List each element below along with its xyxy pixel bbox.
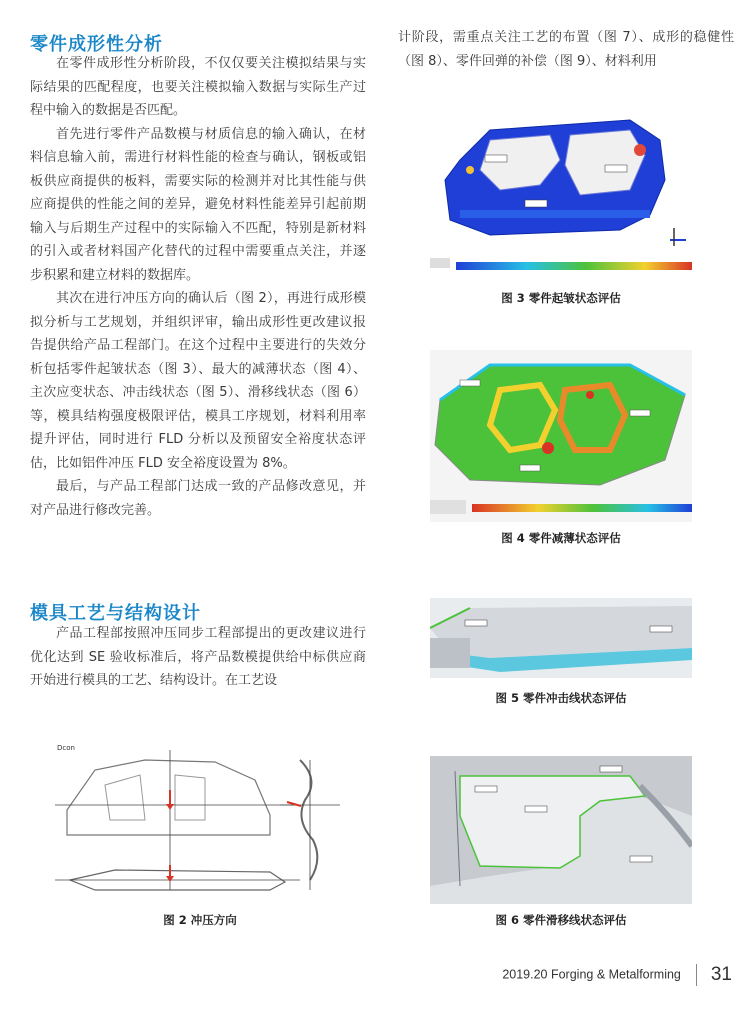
paragraph-right: 计阶段，需重点关注工艺的布置（图 7）、成形的稳健性（图 8）、零件回弹的补偿（图 9）、材料利用 [398, 30, 734, 69]
figure-3-image [430, 100, 692, 280]
footer-divider [696, 964, 697, 986]
paragraph-4: 最后，与产品工程部门达成一致的产品修改意见，并对产品进行修改完善。 [30, 479, 366, 518]
figure-6-image [430, 756, 692, 904]
page-footer [502, 964, 732, 986]
figure-2-image [55, 740, 345, 900]
section-heading-forming: 零件成形性分析 [30, 34, 163, 55]
text-block-2 [30, 622, 366, 693]
figure-4-caption: 图 4 零件减薄状态评估 [501, 531, 621, 545]
figure-3-caption: 图 3 零件起皱状态评估 [501, 291, 621, 305]
paragraph-5: 产品工程部按照冲压同步工程部提出的更改建议进行优化达到 SE 验收标准后，将产品数模提供给中标供应商开始进行模具的工艺、结构设计。在工艺设 [30, 626, 366, 688]
figure-6-caption: 图 6 零件滑移线状态评估 [495, 913, 627, 927]
text-block-right [398, 26, 734, 73]
section-heading-tooling: 模具工艺与结构设计 [30, 603, 201, 624]
text-block-1 [30, 52, 366, 522]
footer-issue: 2019.20 Forging & Metalforming [502, 967, 681, 982]
figure-2-caption: 图 2 冲压方向 [163, 913, 237, 927]
figure-5-caption: 图 5 零件冲击线状态评估 [495, 691, 627, 705]
figure-4-image [430, 350, 692, 522]
figure-5-image [430, 598, 692, 678]
figure-2-label: Dcon [57, 744, 75, 752]
page-number: 31 [710, 964, 732, 985]
paragraph-3: 其次在进行冲压方向的确认后（图 2），再进行成形模拟分析与工艺规划，并组织评审，输出成形性更改建议报告提供给产品工程部门。在这个过程中主要进行的失效分析包括零件起皱状态（图 3）、最大的减薄状态（图 4）、主次应变状态、冲击线状态（图 5）、滑移线状态（图 6）等，模具结构强度极限评估，模具工序规划，材料利用率提升评估，同时进行 FLD 分析以及预留安全裕度状态评估，比如铝件冲压 FLD 安全裕度设置为 8%。 [30, 291, 366, 471]
paragraph-1: 在零件成形性分析阶段，不仅仅要关注模拟结果与实际结果的匹配程度，也要关注模拟输入数据与实际生产过程中输入的数据是否匹配。 [30, 56, 366, 118]
paragraph-2: 首先进行零件产品数模与材质信息的输入确认，在材料信息输入前，需进行材料性能的检查与确认，钢板或铝板供应商提供的板料，需要实际的检测并对比其性能与供应商提供的性能之间的差异，避免材料性能差异引起前期输入与后期生产过程中的实际输入不匹配，特别是新材料的引入或者材料国产化替代的过程中需要重点关注，并逐步积累和建立材料的数据库。 [30, 126, 366, 283]
